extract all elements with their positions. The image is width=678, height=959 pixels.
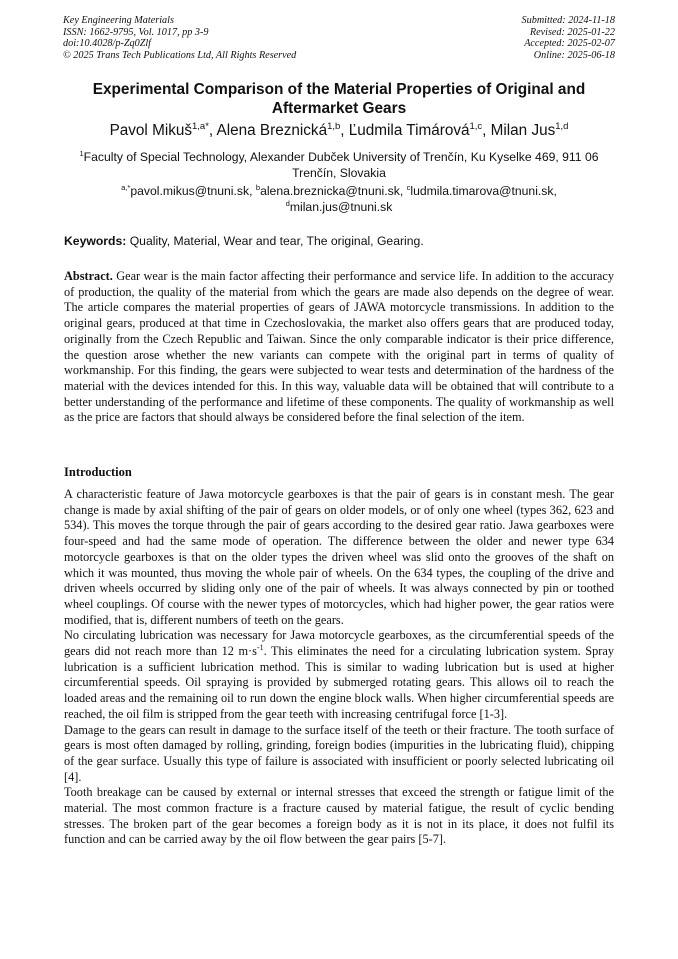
abstract-text: Gear wear is the main factor affecting their performance and service life. In addition to the accuracy of production, the quality of the material from which the gears are made also depends on the degree of wear. The article compares the material properties of gears of JAWA motorcycle transmissions. In addition to the original gears, produced at that time in Czechoslovakia, the market also offers gears that are produced today, originally from the Czech Republic and Taiwan. Since the only comparable indicator is their price difference, the question arose whether the new variants can compete with the original part in terms of quality of workmanship. For this finding, the gears were subjected to wear tests and determination of the hardness of the material with the devices intended for this. In this way, valuable data will be obtained that will contribute to a better understanding of the performance and lifetime of these components. The quality of workmanship as well as the price are factors that should always be considered before the final selection of the item. [64, 269, 614, 425]
author-separator: , [340, 122, 349, 139]
email-mark: c [406, 182, 411, 192]
keywords-label: Keywords: [64, 234, 127, 248]
date-accepted: Accepted: 2025-02-07 [524, 38, 615, 49]
keywords-text: Quality, Material, Wear and tear, The original, Gearing. [129, 234, 424, 248]
author-name: Pavol Mikuš [109, 122, 193, 139]
journal-copyright: © 2025 Trans Tech Publications Ltd, All Rights Reserved [63, 49, 297, 61]
author-separator: , [208, 122, 217, 139]
author-name: Alena Breznická [216, 122, 328, 139]
journal-name: Key Engineering Materials [63, 15, 174, 26]
email-address[interactable]: alena.breznicka@tnuni.sk [260, 184, 400, 198]
email-address[interactable]: milan.jus@tnuni.sk [289, 199, 393, 214]
abstract [64, 269, 614, 426]
author-name: Milan Jus [490, 122, 556, 139]
email-address[interactable]: pavol.mikus@tnuni.sk [130, 184, 250, 198]
author-separator: , [482, 122, 491, 139]
email-mark: b [255, 182, 261, 192]
date-online: Online: 2025-06-18 [533, 49, 615, 61]
keywords [64, 234, 616, 249]
journal-doi: doi:10.4028/p-Zq0Zlf [63, 38, 152, 49]
affiliation-mark: 1 [79, 148, 84, 158]
affiliation-text: Faculty of Special Technology, Alexander Dubček University of Trenčín, Ku Kyselke 469, 911 06 Trenčín, Slovakia [83, 150, 599, 180]
author-list [30, 121, 648, 141]
author-affiliation-mark: 1,b [327, 120, 341, 132]
section-heading: Introduction [64, 465, 132, 479]
email-list: $^{a,*}$pavol.mikus@tnuni.sk, $^b$alena.breznicka@tnuni.sk, $^c$ludmila.timarova@tnuni.sk, $^d$milan.jus@tnuni.sk [121, 182, 557, 214]
email-mark: a,* [121, 182, 131, 192]
section-body [64, 487, 614, 848]
journal-issn: ISSN: 1662-9795, Vol. 1017, pp 3-9 [63, 26, 209, 38]
author-affiliation-mark: 1,d [555, 120, 569, 132]
paragraph: A characteristic feature of Jawa motorcycle gearboxes is that the pair of gears is in constant mesh. The gear change is made by axial shifting of the pair of gears on older models, or of only one wheel (types 362, 623 and 534). This moves the torque through the pair of gears according to the desired gear ratio. Jawa gearboxes were four-speed and had the same mode of operation. The difference between the older and newer type 634 motorcycle gearboxes is that on the older types the driven wheel was slid onto the grooves of the shaft on which it was mounted, thus moving the whole pair of wheels. On the 634 types, the coupling of the drive and driven wheels occurred by sliding only one of the pair of wheels. It was always connected by pin or toothed wheel couplings. Of course with the newer types of motorcycles, which had higher power, the gear ratios were modified, that is, different numbers of teeth on the gears. [64, 487, 614, 627]
unit-exponent: -1 [256, 642, 264, 652]
author-affiliation-mark: 1,c [469, 120, 483, 132]
email-mark: d [285, 198, 290, 208]
author-affiliation-mark: 1,a* [192, 120, 209, 132]
paragraph: No circulating lubrication was necessary for Jawa motorcycle gearboxes, as the circumferential speeds of the gears did not reach more than 12 $m\cdot s^{-1}$. This eliminates the need for a circulating lubrication system. Spray lubrication is a sufficient lubrication method. This is similar to wading lubrication but is used at higher circumferential speeds. Oil spraying is provided by submerged rotating gears. This allows oil to reach the loaded areas and the remaining oil to run down the engine block walls. When higher circumferential speeds are reached, the oil film is stripped from the gear teeth with increasing centrifugal force [1-3]. [64, 628, 614, 721]
date-revised: Revised: 2025-01-22 [529, 26, 615, 38]
paragraph: Damage to the gears can result in damage to the surface itself of the teeth or their fracture. The tooth surface of gears is most often damaged by rolling, grinding, foreign bodies (impurities in the lubricating fluid), chipping of the gear surface. Usually this type of failure is associated with insufficient or poorly selected lubricating oil [4]. [64, 722, 614, 784]
submission-dates [522, 15, 615, 61]
journal-info [63, 15, 296, 61]
abstract-label: Abstract. [64, 269, 113, 283]
date-submitted: Submitted: 2024-11-18 [521, 15, 615, 26]
paragraph: Tooth breakage can be caused by external or internal stresses that exceed the strength or fatigue limit of the material. The most common fracture is a fracture caused by material fatigue, the result of cyclic bending stresses. The broken part of the gear becomes a foreign body as it is not in its place, it does not fulfil its function and can be carried away by the oil flow between the gear pairs [5-7]. [64, 785, 614, 847]
email-address[interactable]: ludmila.timarova@tnuni.sk [410, 184, 554, 198]
paper-title: Experimental Comparison of the Material Properties of Original and Aftermarket Gears [92, 81, 586, 117]
affiliation [60, 150, 618, 181]
author-name: Ľudmila Timárová [348, 122, 470, 139]
